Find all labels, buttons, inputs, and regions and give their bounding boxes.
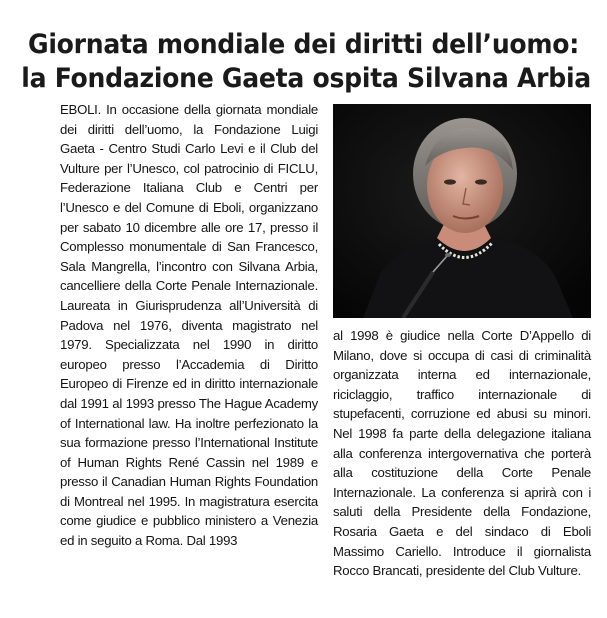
article-left-column <box>60 100 318 551</box>
portrait-photo <box>333 104 591 318</box>
headline-line-2: la Fondazione Gaeta ospita Silvana Arbia <box>21 63 591 95</box>
right-column-text: al 1998 è giudice nella Corte D’Appello di Milano, dove si occupa di casi di criminalità organizzata interna ed internazionale, riciclaggio, traffico internazionale di stupefacenti, corruzione ed abusi su minori. Nel 1998 fa parte della delegazione italiana alla conferenza intergovernativa che porterà alla costituzione della Corte Penale Internazionale. La conferenza si aprirà con i saluti della Presidente della Fondazione, Rosaria Gaeta e del sindaco di Eboli Massimo Cariello. Introduce il giornalista Rocco Brancati, presidente del Club Vulture. <box>333 328 591 579</box>
left-column-text: In occasione della giornata mondiale dei diritti dell’uomo, la Fondazione Luigi Gaeta - Centro Studi Carlo Levi e il Club del Vulture per l’Unesco, col patrocinio di FICLU, Federazione Italiana Club e Centri per l’Unesco e del Comune di Eboli, organizzano per sabato 10 dicembre alle ore 17, presso il Complesso monumentale di San Francesco, Sala Mangrella, l’incontro con Silvana Arbia, cancelliere della Corte Penale Internazionale. Laureata in Giurisprudenza all’Università di Padova nel 1976, diventa magistrato nel 1979. Specializzata nel 1990 in diritto europeo presso l’Accademia di Diritto Europeo di Firenze ed in diritto internazionale dal 1991 al 1993 presso The Hague Academy of International law. Ha inoltre perfezionato la sua formazione presso l’International Institute of Human Rights René Cassin nel 1989 e presso il Canadian Human Rights Foundation di Montreal nel 1995. In magistratura esercita come giudice e pubblico ministero a Venezia ed in seguito a Roma. Dal 1993 <box>60 102 318 549</box>
headline-line-1: Giornata mondiale dei diritti dell’uomo: <box>27 29 580 61</box>
dateline: EBOLI. <box>60 102 102 117</box>
headline <box>21 28 591 96</box>
article-right-column <box>333 326 591 581</box>
portrait-illustration <box>333 104 591 318</box>
left-paragraph <box>60 100 318 551</box>
